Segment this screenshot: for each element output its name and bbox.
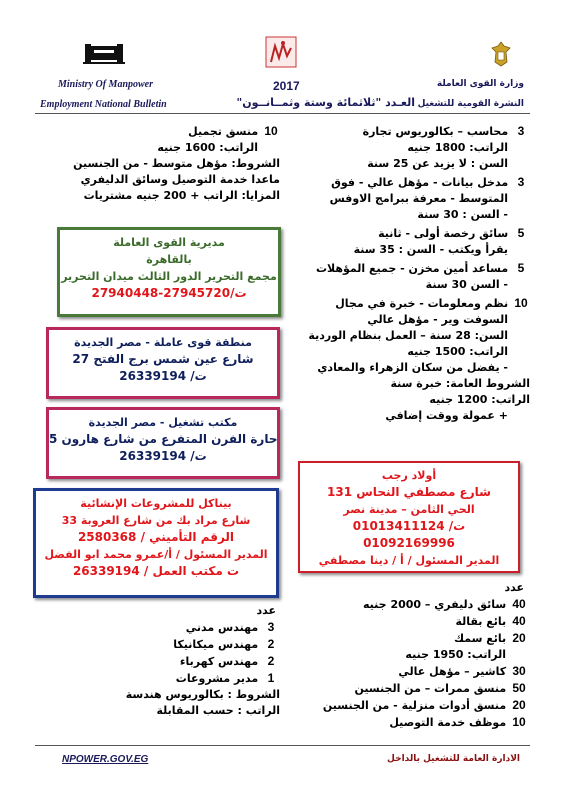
job-detail: المزايا: الراتب + 200 جنيه مشتريات	[83, 189, 280, 202]
job-count: 20	[512, 631, 526, 645]
job-title: سائق دليفري – 2000 جنيه	[363, 598, 507, 611]
box-line: 131 شارع مصطفي النحاس	[327, 485, 491, 499]
job-title: بائع بقالة	[455, 615, 507, 628]
job-count: 2	[267, 654, 275, 668]
box-line: 33 شارع مراد بك من شارع العروبة	[61, 514, 251, 527]
job-item	[290, 225, 530, 258]
eagle-emblem	[490, 40, 512, 68]
list-item	[290, 680, 528, 697]
job-detail: السوفت وير - مؤهل عالي	[367, 313, 508, 326]
job-detail: الراتب: 1800 جنيه	[407, 141, 508, 154]
list-item	[290, 697, 528, 714]
job-count: 10	[512, 715, 526, 729]
job-item	[290, 123, 530, 172]
job-title: مدير مشروعات	[175, 672, 259, 685]
bulletin-name-ar: النشرة القومية للتشغيل	[417, 99, 524, 109]
right-column-top	[290, 123, 530, 424]
job-detail: المتوسط - معرفة ببرامج الاوفس	[329, 192, 508, 205]
list-item	[40, 670, 280, 687]
list-item	[290, 613, 528, 630]
list-item	[40, 653, 280, 670]
job-count: 5	[517, 226, 525, 240]
job-detail: الراتب: 1200 جنيه	[429, 393, 530, 406]
count-label: عدد	[256, 604, 276, 617]
box-line: 27 شارع عين شمس برج الفتح	[72, 352, 254, 366]
box-phone: ت مكتب العمل / 26339194	[72, 564, 240, 578]
job-title: منسق أدوات منزلية - من الجنسين	[322, 699, 507, 712]
pinnacle-box	[33, 488, 279, 598]
box-line: مديرية القوى العاملة	[113, 236, 225, 249]
box-line: بالقاهرة	[146, 253, 192, 266]
box-line: مجمع التحرير الدور الثالث ميدان التحرير	[61, 270, 277, 283]
job-detail: - السن : 30 سنة	[417, 208, 508, 221]
job-count: 1	[267, 671, 275, 685]
job-count: 3	[517, 124, 525, 138]
job-detail: + عمولة ووقت إضافي	[385, 409, 508, 422]
cairo-directorate-box	[57, 227, 281, 317]
job-count: 40	[512, 614, 526, 628]
job-detail: ماعدا خدمة التوصيل وسائق الدليفري	[80, 173, 280, 186]
job-title: مهندس ميكانيكا	[173, 638, 259, 651]
box-line: منطقة قوى عاملة - مصر الجديدة	[74, 336, 252, 349]
job-item	[290, 260, 530, 293]
list-item: الشروط : بكالوريوس هندسة	[125, 688, 280, 701]
left-column-top	[40, 123, 280, 204]
job-detail: السن : لا يزيد عن 25 سنة	[367, 157, 508, 170]
list-item	[40, 619, 280, 636]
footer-divider	[35, 745, 530, 746]
box-line: 5 حارة الفرن المتفرع من شارع هارون	[49, 432, 278, 446]
ministry-name-en: Ministry Of Manpower	[58, 79, 154, 90]
issue-label: العـدد	[385, 96, 415, 109]
job-item	[290, 295, 530, 424]
list-item: الراتب : حسب المقابلة	[156, 704, 280, 717]
list-item	[290, 663, 528, 680]
bulletin-emblem	[265, 36, 297, 68]
job-title: منسق تجميل	[188, 125, 259, 138]
issue-year: 2017	[273, 79, 300, 93]
job-detail: الشروط: مؤهل متوسط - من الجنسين	[73, 157, 280, 170]
list-item: الراتب: 1950 جنيه	[405, 648, 506, 661]
issue-text: "ثلاثمائة وستة وثمــانــون"	[236, 96, 382, 109]
job-detail: الشروط العامة: خبرة سنة	[390, 377, 530, 390]
footer-department: الادارة العامة للتشغيل بالداخل	[387, 754, 520, 764]
list-item	[290, 630, 528, 647]
job-title: بائع سمك	[453, 632, 507, 645]
list-item	[40, 636, 280, 653]
job-count: 30	[512, 664, 526, 678]
list-item	[290, 596, 528, 613]
bulletin-name-en: Employment National Bulletin	[40, 99, 167, 110]
footer-url[interactable]: NPOWER.GOV.EG	[62, 754, 149, 765]
job-count: 2	[267, 637, 275, 651]
box-line: مكتب تشغيل - مصر الجديدة	[88, 416, 238, 429]
job-count: 3	[267, 620, 275, 634]
job-detail: يقرأ ويكتب - السن : 35 سنة	[353, 243, 508, 256]
issue-number	[200, 96, 415, 109]
box-phone: ت/ 26339194	[119, 449, 207, 463]
awlad-ragab-box	[298, 461, 520, 573]
job-detail: الراتب: 1600 جنيه	[157, 141, 258, 154]
job-title: مدخل بيانات - مؤهل عالي - فوق	[331, 176, 509, 189]
header-divider	[35, 113, 530, 114]
box-line: بيناكل للمشروعات الإنشائية	[80, 497, 232, 510]
count-label: عدد	[504, 581, 524, 594]
job-count: 5	[517, 261, 525, 275]
box-line: المدير المسئول / أ / دينا مصطفي	[318, 554, 500, 567]
box-line: الحي الثامن – مدينة نصر	[343, 503, 475, 516]
job-count: 40	[512, 597, 526, 611]
heliopolis-area-box	[46, 327, 280, 399]
box-phone: 01092169996	[363, 536, 455, 550]
box-line: الرقم التأميني / 2580368	[77, 530, 235, 544]
job-count: 50	[512, 681, 526, 695]
job-detail: السن: 28 سنة – العمل بنظام الوردية	[308, 329, 508, 342]
job-detail: - يفضل من سكان الزهراء والمعادي	[317, 361, 508, 374]
right-bottom-list	[290, 580, 528, 731]
job-count: 10	[514, 296, 528, 310]
job-title: محاسب – بكالوريوس تجارة	[362, 125, 509, 138]
job-count: 20	[512, 698, 526, 712]
job-detail: الراتب: 1500 جنيه	[407, 345, 508, 358]
list-item	[290, 714, 528, 731]
box-line: أولاد رجب	[381, 469, 437, 482]
job-title: موظف خدمة التوصيل	[389, 716, 507, 729]
job-detail: - السن 30 سنة	[425, 278, 508, 291]
job-title: سائق رخصة أولى - ثانية	[378, 227, 509, 240]
ministry-name-ar: وزارة القوى العاملة	[436, 79, 524, 89]
box-line: المدير المسئول / أ/عمرو محمد ابو الفضل	[44, 548, 268, 561]
job-count: 10	[264, 124, 278, 138]
job-count: 3	[517, 175, 525, 189]
job-item	[290, 174, 530, 223]
flag-logo	[82, 40, 126, 68]
left-bottom-list	[40, 603, 280, 719]
job-title: كاشير – مؤهل عالي	[398, 665, 507, 678]
job-title: نظم ومعلومات - خبرة في مجال	[335, 297, 509, 310]
box-phone: ت/ 26339194	[119, 369, 207, 383]
job-title: منسق ممرات – من الجنسين	[354, 682, 507, 695]
job-title: مهندس كهرباء	[179, 655, 259, 668]
job-title: مهندس مدني	[185, 621, 259, 634]
box-phone: ت/27945720-27940448	[91, 286, 247, 300]
job-title: مساعد أمين مخزن - جميع المؤهلات	[315, 262, 509, 275]
box-phone: ت/ 01013411124	[352, 519, 466, 533]
heliopolis-office-box	[46, 407, 280, 479]
